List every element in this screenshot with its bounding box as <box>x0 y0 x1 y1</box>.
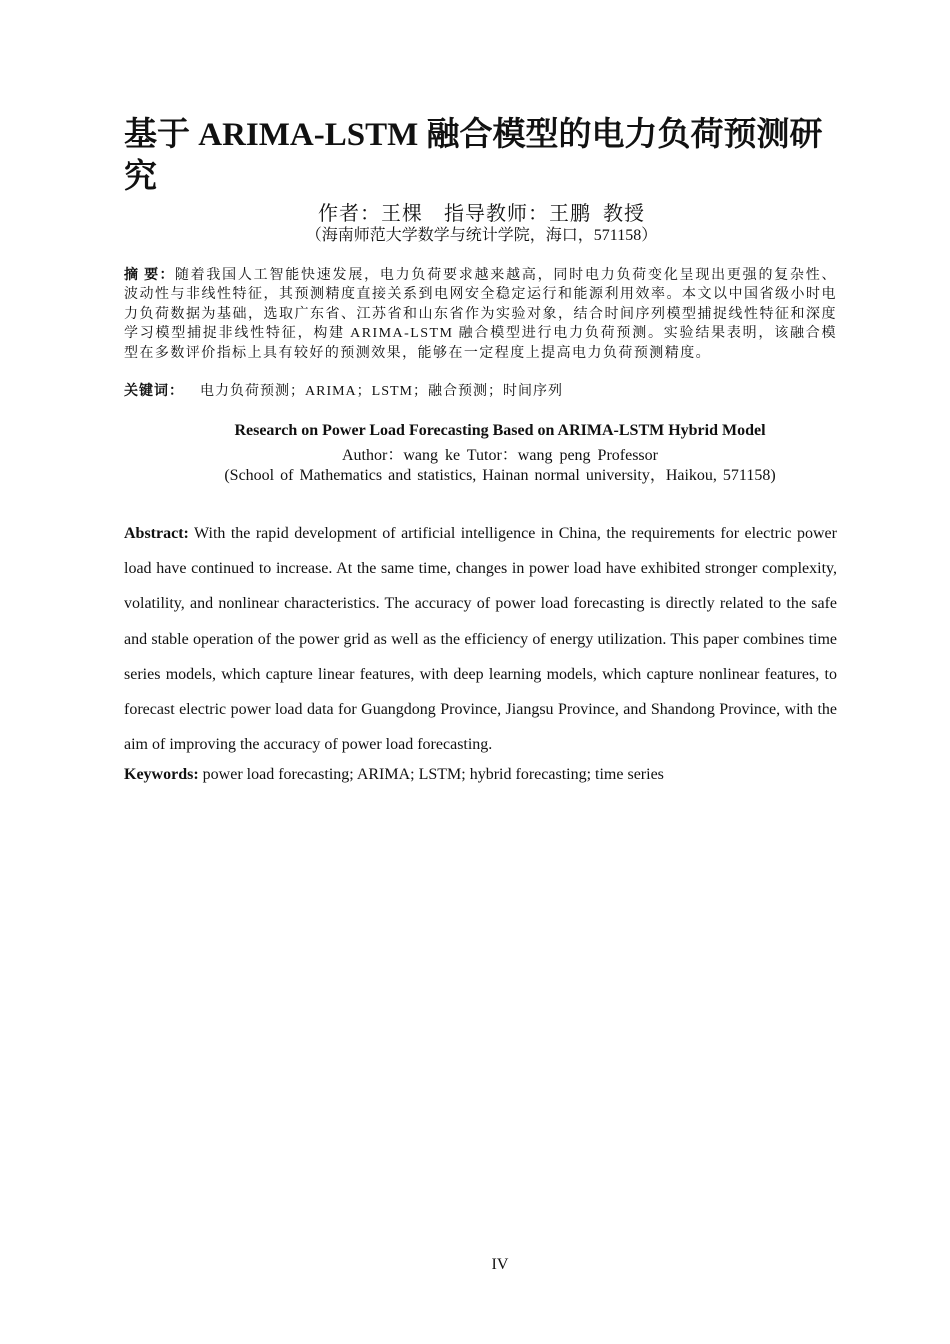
chinese-keywords <box>124 382 837 401</box>
english-keywords-label: Keywords: <box>124 766 199 783</box>
english-abstract-text: With the rapid development of artificial intelligence in China, the requirements for electric power load have continued to increase. At the same time, changes in power load have exhibited stronger complexity, volatility, and nonlinear characteristics. The accuracy of power load forecasting is directly related to the safe and stable operation of the power grid as well as the efficiency of energy utilization. This paper combines time series models, which capture linear features, with deep learning models, which capture nonlinear features, to forecast electric power load data for Guangdong Province, Jiangsu Province, and Shandong Province, with the aim of improving the accuracy of power load forecasting. <box>124 525 837 754</box>
english-title: Research on Power Load Forecasting Based on ARIMA-LSTM Hybrid Model <box>234 422 766 439</box>
english-affiliation: (School of Mathematics and statistics, Hainan normal university，Haikou, 571158) <box>224 467 776 484</box>
english-keywords-text: power load forecasting; ARIMA; LSTM; hybrid forecasting; time series <box>202 766 664 783</box>
chinese-abstract-label: 摘 要： <box>124 268 175 283</box>
chinese-abstract-text: 随着我国人工智能快速发展，电力负荷要求越来越高，同时电力负荷变化呈现出更强的复杂性、波动性与非线性特征，其预测精度直接关系到电网安全稳定运行和能源利用效率。本文以中国省级小时电力负荷数据为基础，选取广东省、江苏省和山东省作为实验对象，结合时间序列模型捕捉线性特征和深度学习模型捕捉非线性特征，构建 ARIMA-LSTM 融合模型进行电力负荷预测。实验结果表明，该融合模型在多数评价指标上具有较好的预测效果，能够在一定程度上提高电力负荷预测精度。 <box>124 268 838 361</box>
english-keywords <box>124 764 837 786</box>
english-author-line: Author：wang ke Tutor：wang peng Professor <box>342 447 658 464</box>
english-abstract-label: Abstract: <box>124 525 189 542</box>
chinese-affiliation: （海南师范大学数学与统计学院，海口，571158） <box>305 227 658 244</box>
chinese-keywords-text: 电力负荷预测；ARIMA；LSTM；融合预测；时间序列 <box>200 384 564 399</box>
english-abstract <box>124 516 837 762</box>
page-number: IV <box>491 1256 509 1273</box>
chinese-abstract <box>124 266 837 363</box>
chinese-author-line: 作者：王棵 指导教师：王鹏 教授 <box>318 203 645 225</box>
chinese-keywords-label: 关键词： <box>124 384 184 399</box>
chinese-title: 基于 ARIMA-LSTM 融合模型的电力负荷预测研究 <box>124 117 823 195</box>
